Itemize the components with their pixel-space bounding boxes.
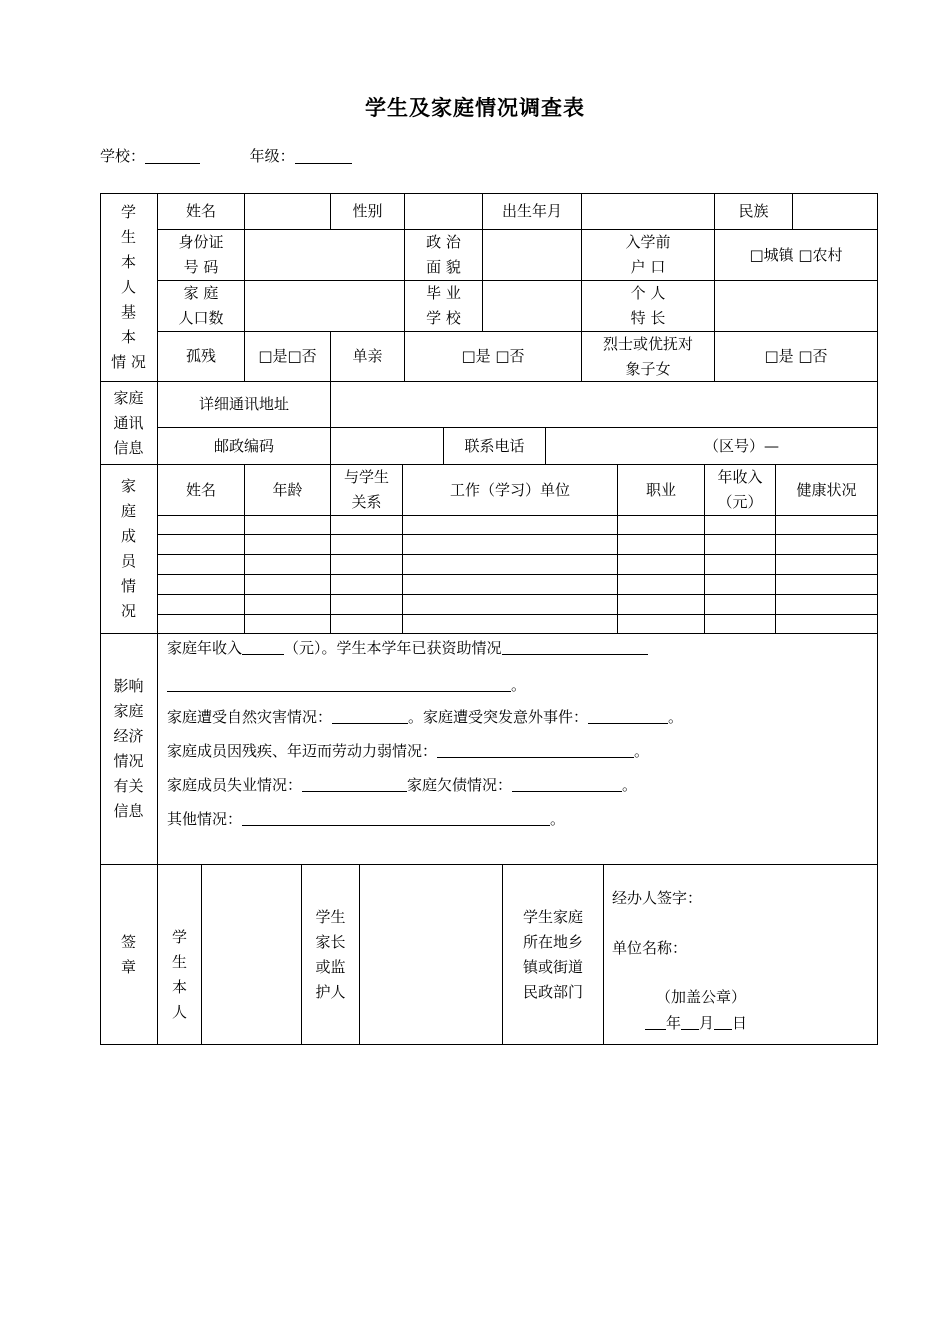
birth-label: 出生年月 <box>501 202 562 220</box>
member-health-header: 健康状况 <box>796 480 857 499</box>
political-label: 政 治 面 貌 <box>426 233 461 276</box>
name-label: 姓名 <box>185 202 216 220</box>
official-seal-note: （加盖公章） <box>656 988 747 1006</box>
other-field[interactable] <box>242 809 550 826</box>
martyr-options[interactable]: □是 □否 <box>764 347 828 365</box>
graduated-school-label: 毕 业 学 校 <box>426 284 461 327</box>
member-workplace-header: 工作（学习）单位 <box>449 480 570 499</box>
page-title: 学生及家庭情况调查表 <box>365 96 585 120</box>
postcode-label: 邮政编码 <box>213 436 274 455</box>
month-field[interactable] <box>681 1013 699 1030</box>
orphan-label: 孤残 <box>185 347 216 365</box>
day-field[interactable] <box>714 1013 732 1030</box>
family-size-field[interactable] <box>245 281 404 331</box>
contact-section-label: 家庭 通讯 信息 <box>113 388 144 457</box>
unemployment-field[interactable] <box>302 775 407 792</box>
address-label: 详细通讯地址 <box>198 395 289 413</box>
year-field[interactable] <box>645 1013 666 1030</box>
student-sign-label: 学 生 本 人 <box>171 927 187 1021</box>
civil-affairs-label: 学生家庭 所在地乡 镇或街道 民政部门 <box>522 908 583 1001</box>
economy-line-5: 家庭成员失业情况： 家庭欠债情况： 。 <box>167 776 638 794</box>
disability-field[interactable] <box>437 741 634 758</box>
student-section-label: 学 生 本 人 基 本 情 况 <box>111 203 146 371</box>
date-line: 年 月 日 <box>645 1012 747 1033</box>
birth-field[interactable] <box>582 194 714 229</box>
economy-line-6: 其他情况： 。 <box>167 810 566 828</box>
member-relation-header: 与学生 关系 <box>343 468 389 511</box>
member-income-header: 年收入 （元） <box>717 468 763 511</box>
member-age-header: 年龄 <box>272 480 303 499</box>
ethnicity-label: 民族 <box>738 202 769 220</box>
family-size-label: 家 庭 人口数 <box>178 284 224 327</box>
single-parent-label: 单亲 <box>352 347 383 365</box>
single-parent-options[interactable]: □是 □否 <box>461 347 525 365</box>
economy-section-label: 影响 家庭 经济 情况 有关 信息 <box>113 677 144 820</box>
aid-received-field[interactable] <box>502 638 648 655</box>
members-section-label: 家 庭 成 员 情 况 <box>120 477 136 620</box>
natural-disaster-field[interactable] <box>332 707 408 724</box>
id-number-field[interactable] <box>245 230 404 280</box>
hukou-label: 入学前 户 口 <box>625 233 671 276</box>
debt-field[interactable] <box>512 775 622 792</box>
economy-line-2: 。 <box>167 674 526 695</box>
political-field[interactable] <box>483 230 581 280</box>
school-label: 学校： <box>100 147 146 165</box>
ethnicity-field[interactable] <box>793 194 877 229</box>
economy-line-1: 家庭年收入 （元）。学生本学年已获资助情况 <box>167 637 648 658</box>
accident-field[interactable] <box>588 707 668 724</box>
economy-line-4: 家庭成员因残疾、年迈而劳动力弱情况： 。 <box>167 742 650 760</box>
gender-label: 性别 <box>352 202 383 220</box>
hukou-options[interactable]: □城镇 □农村 <box>749 245 843 264</box>
annual-income-field[interactable] <box>242 638 284 655</box>
aid-received-continued-field[interactable] <box>167 675 511 692</box>
member-occupation-header: 职业 <box>645 480 676 499</box>
phone-field[interactable]: （区号）— <box>703 436 779 455</box>
specialty-field[interactable] <box>715 281 877 331</box>
specialty-label: 个 人 特 长 <box>630 284 666 327</box>
postcode-field[interactable] <box>331 428 443 464</box>
orphan-options[interactable]: □是□否 <box>258 347 317 365</box>
student-sign-field[interactable] <box>202 865 301 1044</box>
grade-label: 年级： <box>249 147 295 165</box>
id-number-label: 身份证 号 码 <box>178 233 224 276</box>
guardian-sign-field[interactable] <box>360 865 502 1044</box>
member-name-header: 姓名 <box>185 480 216 499</box>
address-field[interactable] <box>331 382 877 427</box>
economy-line-3: 家庭遭受自然灾害情况： 。家庭遭受突发意外事件： 。 <box>167 708 684 726</box>
phone-label: 联系电话 <box>464 436 525 455</box>
unit-name-label[interactable]: 单位名称： <box>612 939 688 957</box>
gender-field[interactable] <box>405 194 482 229</box>
guardian-sign-label: 学生 家长 或监 护人 <box>315 908 346 1001</box>
martyr-label: 烈士或优抚对 象子女 <box>602 334 693 378</box>
name-field[interactable] <box>245 194 330 229</box>
handler-sign-label[interactable]: 经办人签字： <box>612 889 703 907</box>
graduated-school-field[interactable] <box>483 281 581 331</box>
sign-section-label: 签 章 <box>120 932 136 976</box>
